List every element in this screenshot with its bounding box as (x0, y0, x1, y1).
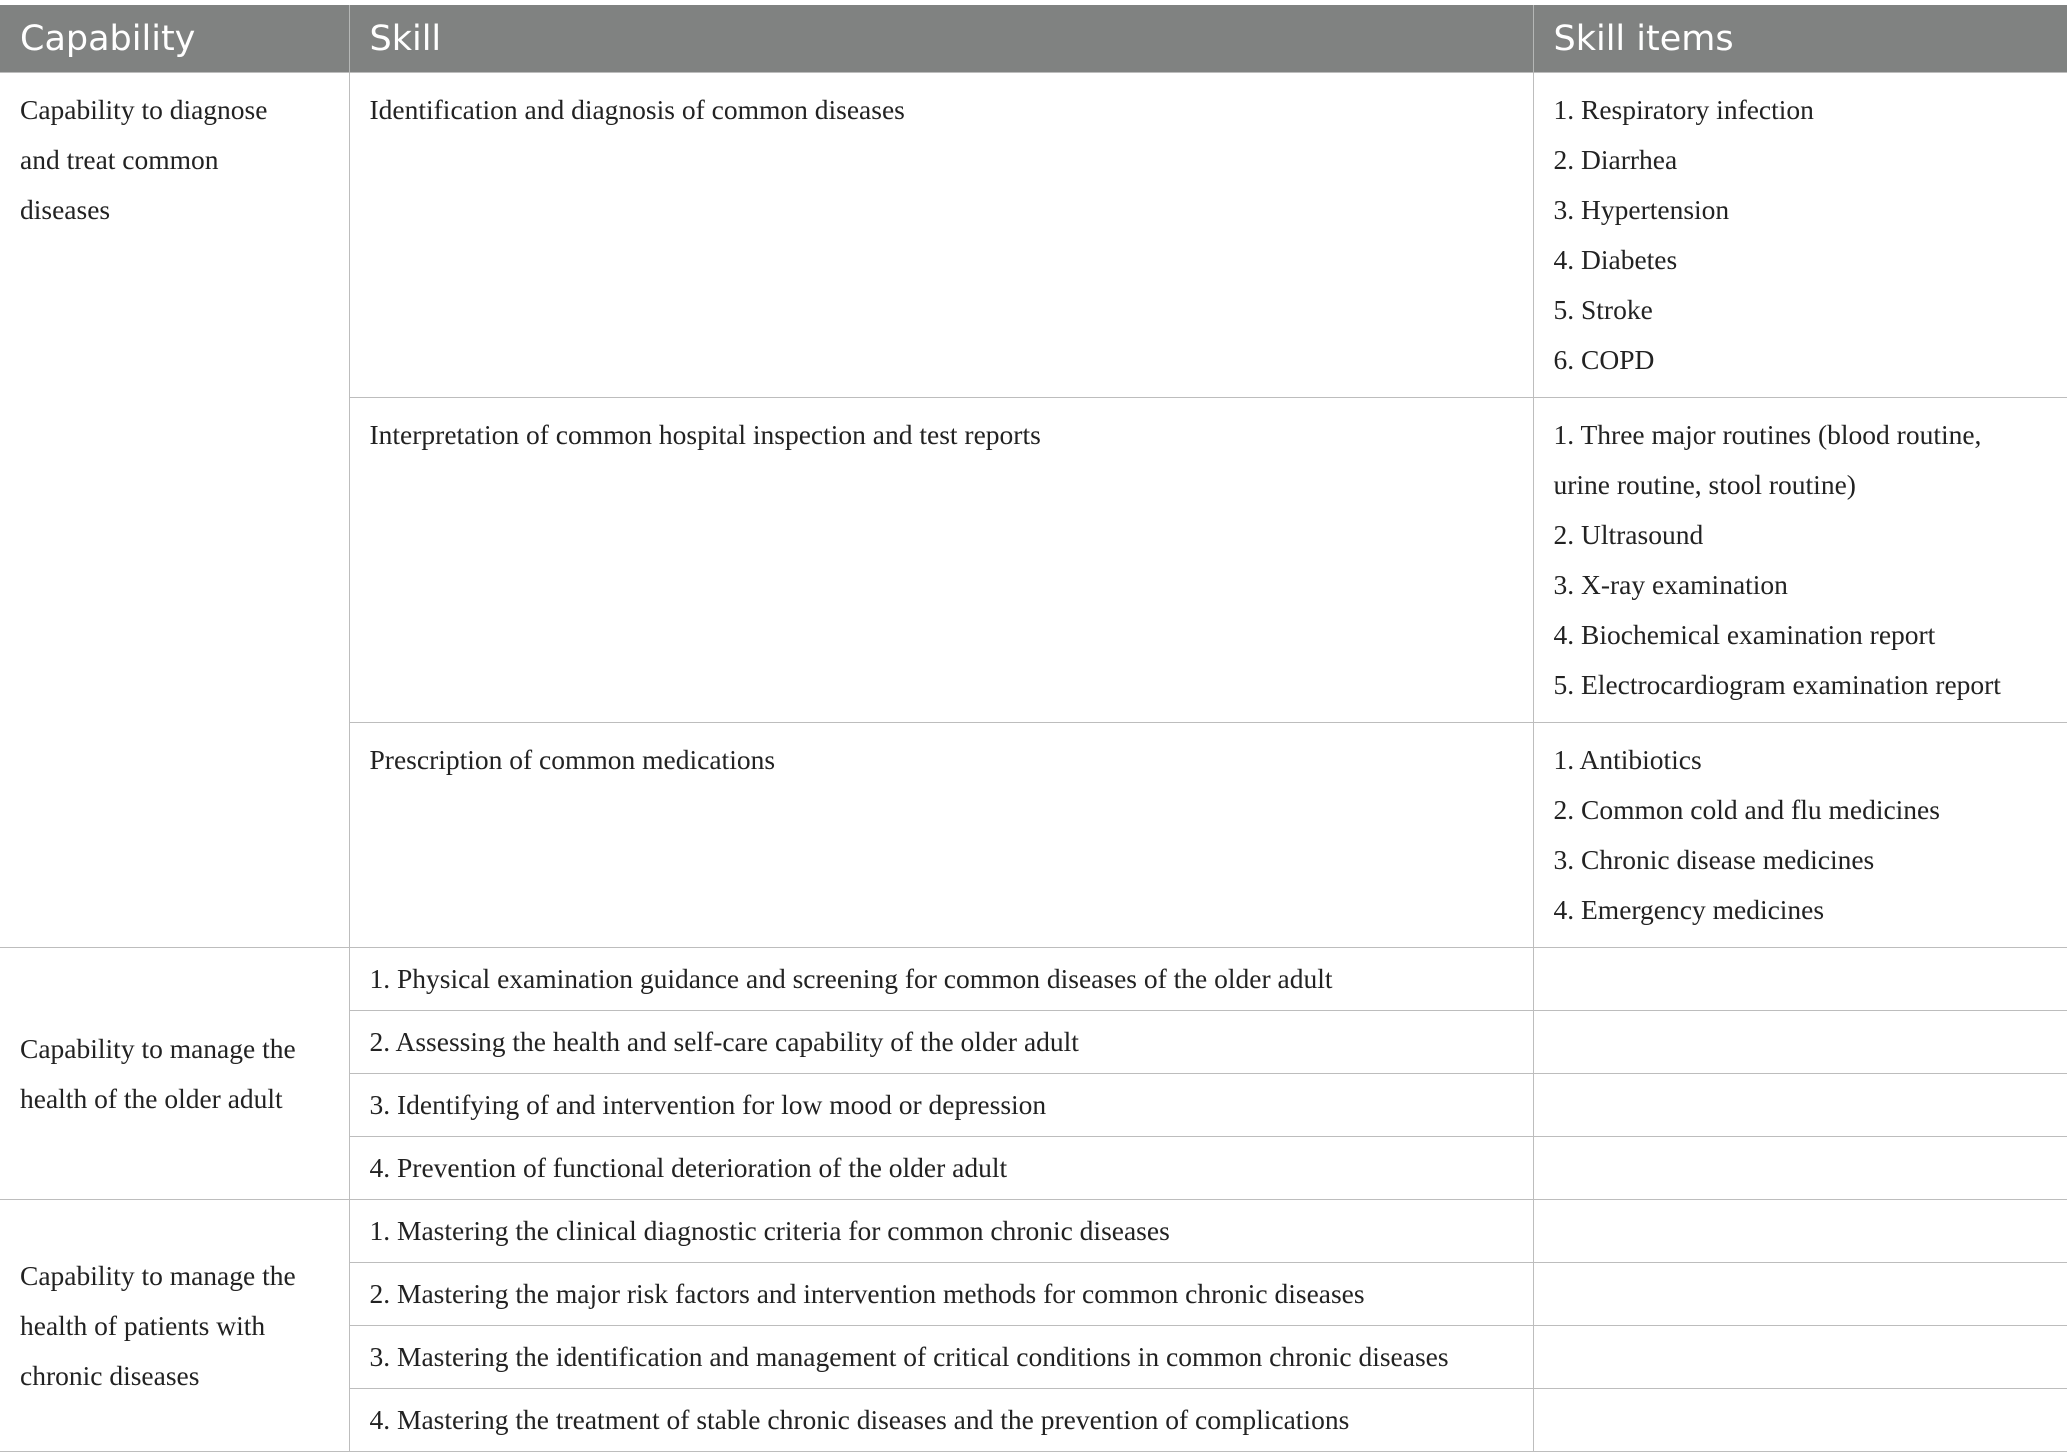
skill-cell: 4. Mastering the treatment of stable chronic diseases and the prevention of complications (349, 1389, 1533, 1452)
skill-item: 2. Diarrhea (1553, 144, 1678, 175)
skill-item: 4. Diabetes (1553, 244, 1678, 275)
skill-items-cell (1533, 1200, 2067, 1263)
skills-table-container (0, 5, 2067, 1452)
skill-items-cell (1533, 1137, 2067, 1200)
capability-text-line: chronic diseases (20, 1359, 200, 1391)
skill-item: 4. Emergency medicines (1553, 894, 1825, 925)
skill-cell: 1. Physical examination guidance and screening for common diseases of the older adult (349, 948, 1533, 1011)
skill-cell: 2. Assessing the health and self-care capability of the older adult (349, 1011, 1533, 1074)
skill-items-cell (1533, 1011, 2067, 1074)
capability-text-line: health of the older adult (20, 1082, 283, 1114)
skill-item: 1. Antibiotics (1553, 744, 1702, 775)
capability-cell-older-adult (0, 948, 349, 1200)
skill-items-cell (1533, 398, 2067, 723)
skill-item: 2. Ultrasound (1553, 519, 1704, 550)
skill-items-cell (1533, 1263, 2067, 1326)
skill-items-cell (1533, 1074, 2067, 1137)
skill-item: 2. Common cold and flu medicines (1553, 794, 1940, 825)
table-body (0, 73, 2067, 1452)
skill-cell: 4. Prevention of functional deterioration of the older adult (349, 1137, 1533, 1200)
skill-items-cell (1533, 1389, 2067, 1452)
capability-text-line: Capability to manage the (20, 1032, 296, 1064)
capability-text-line: health of patients with (20, 1309, 266, 1341)
capability-text-line: and treat common (20, 144, 219, 175)
skill-items-cell (1533, 1326, 2067, 1389)
skills-table (0, 5, 2067, 1452)
header-row (0, 5, 2067, 73)
skill-item: urine routine, stool routine) (1553, 469, 1856, 500)
skill-items-cell (1533, 948, 2067, 1011)
skill-item: 6. COPD (1553, 344, 1655, 375)
skill-cell (349, 723, 1533, 948)
skill-cell: 3. Mastering the identification and management of critical conditions in common chronic diseases (349, 1326, 1533, 1389)
skill-cell: 3. Identifying of and intervention for low mood or depression (349, 1074, 1533, 1137)
capability-text-line: Capability to diagnose (20, 94, 268, 125)
capability-text-line: Capability to manage the (20, 1259, 296, 1291)
skill-item: 3. Chronic disease medicines (1553, 844, 1875, 875)
capability-cell-chronic (0, 1200, 349, 1452)
table-header (0, 5, 2067, 73)
skill-item: 1. Three major routines (blood routine, (1553, 419, 1982, 450)
header-skill-items: Skill items (1533, 5, 2067, 73)
table-row (0, 73, 2067, 398)
skill-text: Identification and diagnosis of common diseases (369, 94, 905, 125)
skill-item: 3. Hypertension (1553, 194, 1730, 225)
skill-item: 5. Stroke (1553, 294, 1653, 325)
skill-items-cell (1533, 73, 2067, 398)
skill-text: Interpretation of common hospital inspection and test reports (369, 419, 1041, 450)
skill-text: Prescription of common medications (369, 744, 776, 775)
skill-item: 4. Biochemical examination report (1553, 619, 1936, 650)
skill-items-cell (1533, 723, 2067, 948)
skill-cell (349, 398, 1533, 723)
capability-text-line: diseases (20, 194, 111, 225)
skill-cell: 2. Mastering the major risk factors and intervention methods for common chronic diseases (349, 1263, 1533, 1326)
capability-cell-diagnose (0, 73, 349, 948)
skill-item: 3. X-ray examination (1553, 569, 1788, 600)
skill-cell: 1. Mastering the clinical diagnostic criteria for common chronic diseases (349, 1200, 1533, 1263)
skill-cell (349, 73, 1533, 398)
table-row (0, 948, 2067, 1011)
table-row (0, 1200, 2067, 1263)
skill-item: 1. Respiratory infection (1553, 94, 1814, 125)
skill-item: 5. Electrocardiogram examination report (1553, 669, 2001, 700)
header-skill: Skill (349, 5, 1533, 73)
header-capability: Capability (0, 5, 349, 73)
